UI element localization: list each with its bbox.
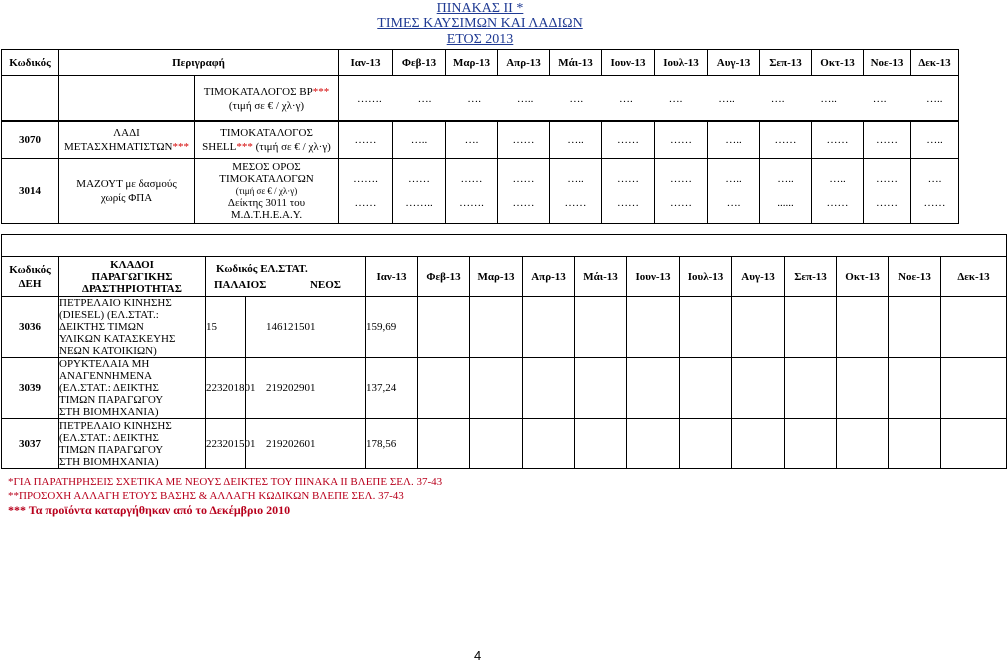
item-shell: ΤΙΜΟΚΑΤΑΛΟΓΟΣ SHELL*** (τιμή σε € / χλ·γ): [195, 121, 339, 159]
table-row: [2, 419, 1007, 469]
value-jan: 178,56: [366, 419, 418, 469]
header-month: Απρ-13: [523, 257, 575, 297]
row-code: 3036: [2, 297, 59, 358]
header-month: Μαρ-13: [446, 50, 498, 76]
row-code: 3039: [2, 358, 59, 419]
header-month: Φεβ-13: [418, 257, 470, 297]
table-row: 3014 ΜΑΖΟΥΤ με δασμούς χωρίς ΦΠΑ ΜΕΣΟΣ ΟΡΟΣ ΤΙΜΟΚΑΤΑΛΟΓΩΝ (τιμή σε € / χλ·γ) Δείκτης 3011 του Μ.Δ.Τ.Η.Ε.Α.Υ. ……. …… …… …….. …… ……. …… …… ….. …… …… …… …… …… ….. …. ….. ...... ….. …… …… …… …. ……: [2, 159, 959, 224]
header-month: Νοε-13: [864, 50, 911, 76]
header-stat-code: Κωδικός ΕΛ.ΣΤΑΤ. ΠΑΛΑΙΟΣ ΝΕΟΣ: [206, 257, 366, 297]
row-code: 3037: [2, 419, 59, 469]
footnote-2: **ΠΡΟΣΟΧΗ ΑΛΛΑΓΗ ΕΤΟΥΣ ΒΑΣΗΣ & ΑΛΛΑΓΗ ΚΩΔΙΚΩΝ ΒΛΕΠΕ ΣΕΛ. 37-43: [8, 490, 404, 502]
row-code: 3070: [2, 121, 59, 159]
header-month: Ιουν-13: [627, 257, 680, 297]
header-month: Ιουλ-13: [680, 257, 732, 297]
footnotes: [8, 475, 442, 517]
new-code: 219202901: [246, 358, 366, 419]
footnote-3: *** Τα προϊόντα καταργήθηκαν από το Δεκέμβριο 2010: [8, 503, 291, 517]
header-month: Ιαν-13: [366, 257, 418, 297]
row-code: 3014: [2, 159, 59, 224]
item-average: ΜΕΣΟΣ ΟΡΟΣ ΤΙΜΟΚΑΤΑΛΟΓΩΝ (τιμή σε € / χλ·γ) Δείκτης 3011 του Μ.Δ.Τ.Η.Ε.Α.Υ.: [195, 159, 339, 224]
table-year: ΕΤΟΣ 2013: [446, 32, 514, 47]
footnote-1: *ΓΙΑ ΠΑΡΑΤΗΡΗΣΕΙΣ ΣΧΕΤΙΚΑ ΜΕ ΝΕΟΥΣ ΔΕΙΚΤΕΣ ΤΟΥ ΠΙΝΑΚΑ ΙΙ ΒΛΕΠΕ ΣΕΛ. 37-43: [8, 476, 443, 488]
row-description: ΠΕΤΡΕΛΑΙΟ ΚΙΝΗΣΗΣ (DIESEL) (ΕΛ.ΣΤΑΤ.: ΔΕΙΚΤΗΣ ΤΙΜΩΝ ΥΛΙΚΩΝ ΚΑΤΑΣΚΕΥΗΣ ΝΕΩΝ ΚΑΤΟΙΚΙΩΝ): [59, 297, 206, 358]
header-month: Νοε-13: [889, 257, 941, 297]
header-code: Κωδικός ΔΕΗ: [2, 257, 59, 297]
row-description: ΟΡΥΚΤΕΛΑΙΑ ΜΗ ΑΝΑΓΕΝΝΗΜΕΝΑ (ΕΛ.ΣΤΑΤ.: ΔΕΙΚΤΗΣ ΤΙΜΩΝ ΠΑΡΑΓΩΓΟΥ ΣΤΗ ΒΙΟΜΗΧΑΝΙΑ): [59, 358, 206, 419]
header-month: Απρ-13: [498, 50, 550, 76]
header-month: Οκτ-13: [812, 50, 864, 76]
header-month: Δεκ-13: [911, 50, 959, 76]
prices-header-row: [2, 50, 959, 76]
table-title: ΠΙΝΑΚΑΣ ΙΙ *: [436, 1, 524, 16]
header-month: Σεπ-13: [785, 257, 837, 297]
prices-table-body: [1, 120, 959, 224]
header-month: Μάι-13: [575, 257, 627, 297]
index-header-row: [2, 257, 1007, 297]
table-row: [2, 358, 1007, 419]
row-description: ΛΑΔΙ ΜΕΤΑΣΧΗΜΑΤΙΣΤΩΝ***: [59, 121, 195, 159]
table-row: [2, 297, 1007, 358]
table-row: ΤΙΜΟΚΑΤΑΛΟΓΟΣ BP*** (τιμή σε € / χλ·γ) ……. …. …. ….. …. …. …. ….. …. ….. …. …..: [2, 76, 959, 122]
header-month: Ιουν-13: [602, 50, 655, 76]
index-table: [1, 234, 1007, 469]
header-month: Οκτ-13: [837, 257, 889, 297]
value-jan: 159,69: [366, 297, 418, 358]
old-code: 223201801: [206, 358, 246, 419]
header-month: Αυγ-13: [708, 50, 760, 76]
dots-cell: ……. …. …. ….. …. …. …. ….. …. ….. ….: [339, 76, 911, 122]
header-month: Αυγ-13: [732, 257, 785, 297]
new-code: 146121501: [246, 297, 366, 358]
new-code: 219202601: [246, 419, 366, 469]
spacer-row: [2, 235, 1007, 257]
table-subtitle: ΤΙΜΕΣ ΚΑΥΣΙΜΩΝ ΚΑΙ ΛΑΔΙΩΝ: [377, 16, 583, 31]
row-description: ΜΑΖΟΥΤ με δασμούς χωρίς ΦΠΑ: [59, 159, 195, 224]
header-month: Ιαν-13: [339, 50, 393, 76]
value-jan: 137,24: [366, 358, 418, 419]
item-bp: ΤΙΜΟΚΑΤΑΛΟΓΟΣ BP*** (τιμή σε € / χλ·γ): [195, 76, 339, 122]
header-sector: ΚΛΑΔΟΙ ΠΑΡΑΓΩΓΙΚΗΣ ΔΡΑΣΤΗΡΙΟΤΗΤΑΣ: [59, 257, 206, 297]
old-code: 15: [206, 297, 246, 358]
page-number: 4: [474, 648, 482, 663]
header-month: Φεβ-13: [393, 50, 446, 76]
header-month: Μαρ-13: [470, 257, 523, 297]
header-month: Μάι-13: [550, 50, 602, 76]
row-description: ΠΕΤΡΕΛΑΙΟ ΚΙΝΗΣΗΣ (ΕΛ.ΣΤΑΤ.: ΔΕΙΚΤΗΣ ΤΙΜΩΝ ΠΑΡΑΓΩΓΟΥ ΣΤΗ ΒΙΟΜΗΧΑΝΙΑ): [59, 419, 206, 469]
header-code: Κωδικός: [2, 50, 59, 76]
old-code: 223201501: [206, 419, 246, 469]
header-month: Σεπ-13: [760, 50, 812, 76]
header-month: Ιουλ-13: [655, 50, 708, 76]
table-row: 3070 ΛΑΔΙ ΜΕΤΑΣΧΗΜΑΤΙΣΤΩΝ*** ΤΙΜΟΚΑΤΑΛΟΓΟΣ SHELL*** (τιμή σε € / χλ·γ) …… ….. …. …… ….. …… …… ….. …… …… …… …..: [2, 121, 959, 159]
prices-table: [1, 49, 959, 122]
header-description: Περιγραφή: [59, 50, 339, 76]
header-month: Δεκ-13: [941, 257, 1007, 297]
